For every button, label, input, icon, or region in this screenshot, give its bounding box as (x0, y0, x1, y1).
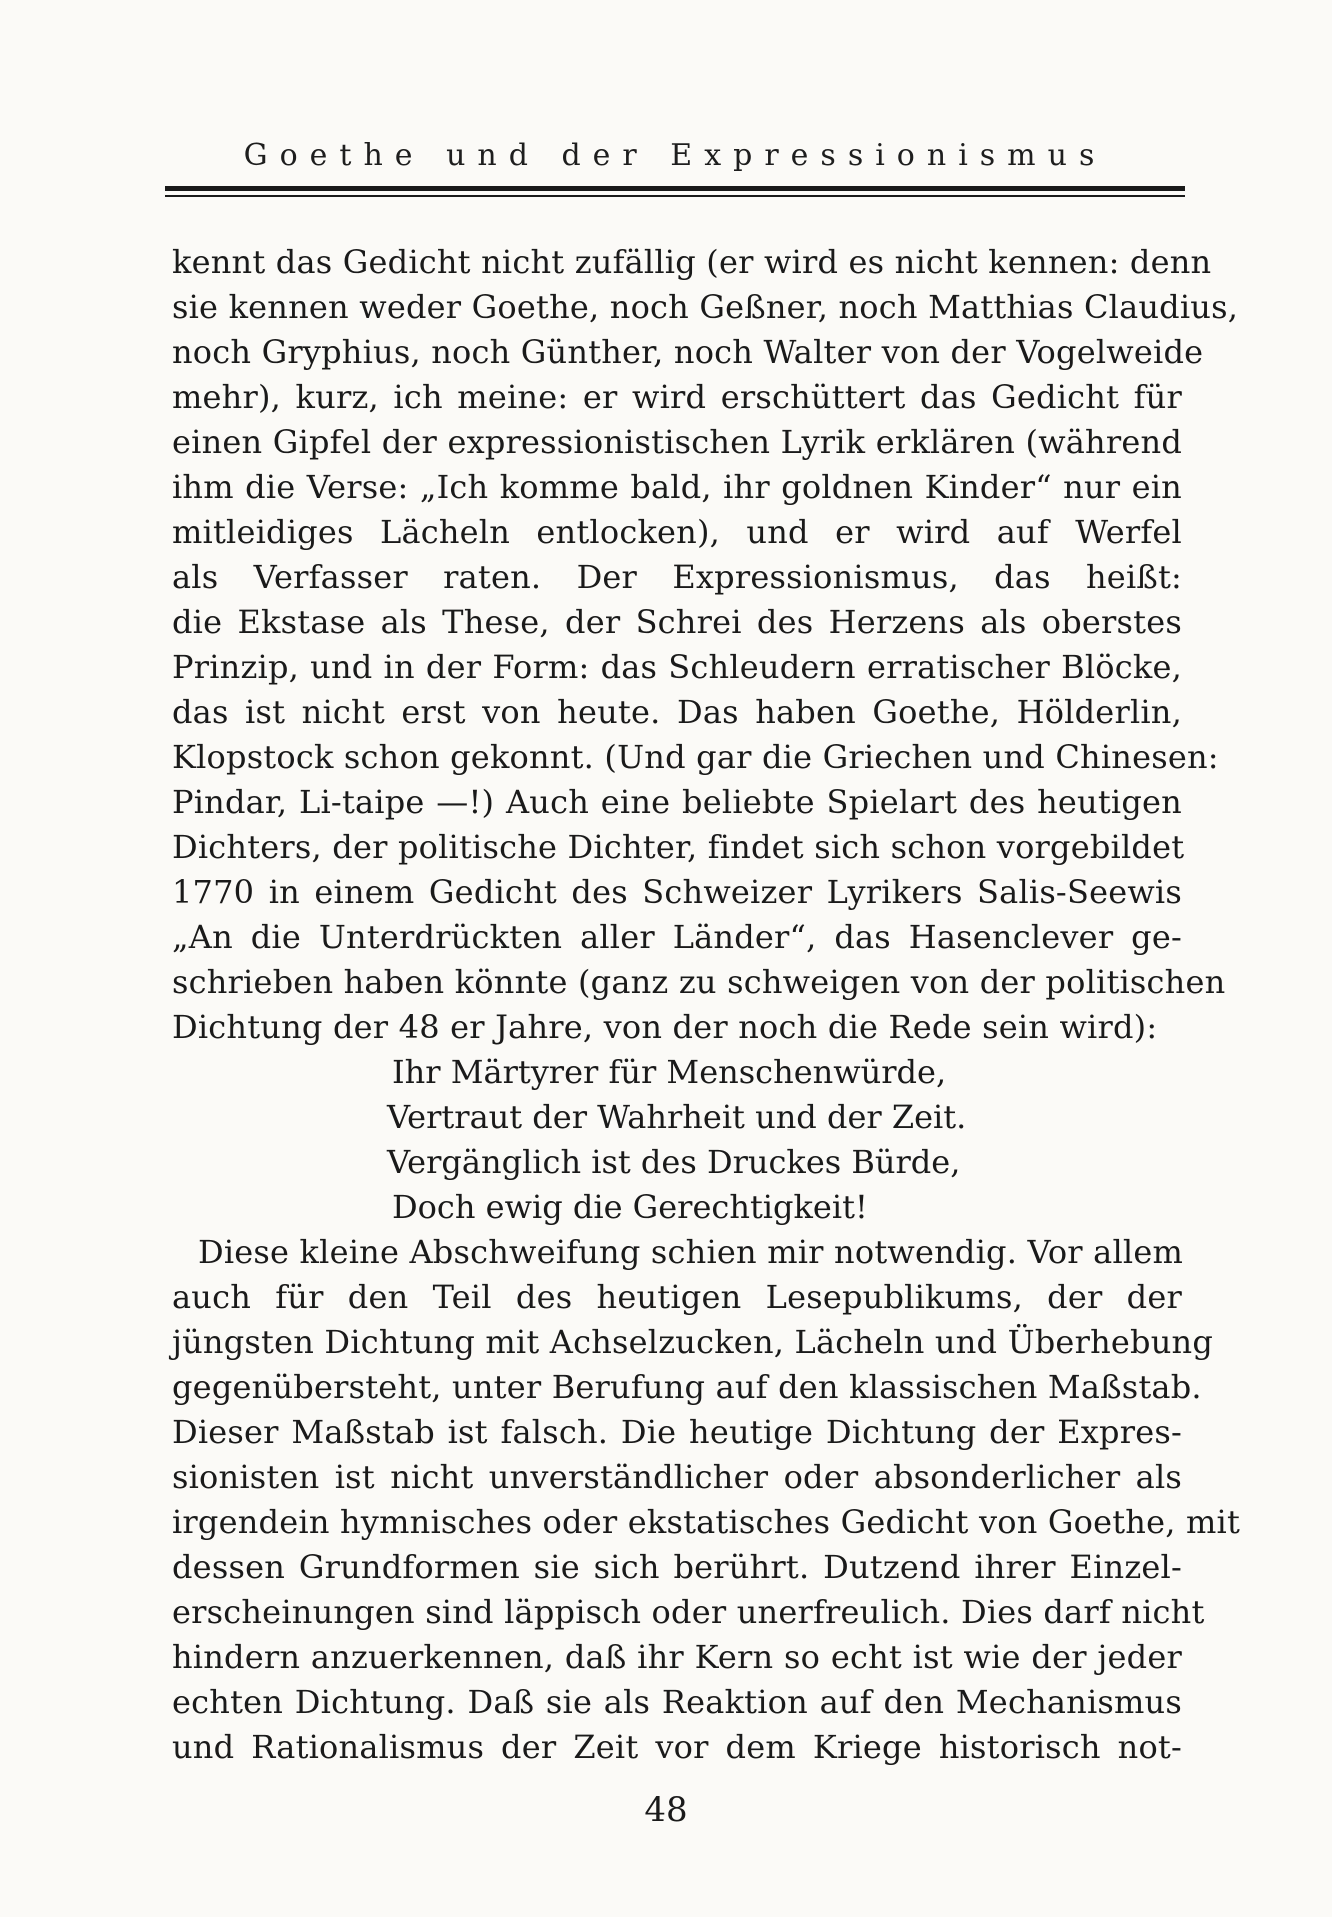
page-number: 48 (644, 1790, 688, 1830)
text-line: Pindar, Li-taipe —!) Auch eine beliebte Spielart des heutigen (172, 783, 1182, 821)
text-line: Dichters, der politische Dichter, findet sich schon vorgebildet (172, 828, 1185, 866)
text-line: sie kennen weder Goethe, noch Geßner, noch Matthias Claudius, (172, 288, 1239, 326)
text-line: schrieben haben könnte (ganz zu schweigen von der politischen (172, 963, 1226, 1001)
header-rule-thick (165, 186, 1185, 191)
text-line: das ist nicht erst von heute. Das haben Goethe, Hölderlin, (172, 693, 1182, 731)
text-line: sionisten ist nicht unverständlicher oder absonderlicher als (172, 1458, 1182, 1496)
text-line: gegenübersteht, unter Berufung auf den klassischen Maßstab. (172, 1368, 1202, 1406)
text-line: Klopstock schon gekonnt. (Und gar die Griechen und Chinesen: (172, 738, 1219, 776)
text-line: jüngsten Dichtung mit Achselzucken, Lächeln und Überhebung (172, 1323, 1214, 1361)
text-line: Prinzip, und in der Form: das Schleudern erratischer Blöcke, (172, 648, 1182, 686)
running-title: Goethe und der Expressionismus (243, 138, 1107, 173)
text-line: irgendein hymnisches oder ekstatisches Gedicht von Goethe, mit (172, 1503, 1241, 1541)
text-line: dessen Grundformen sie sich berührt. Dutzend ihrer Einzel- (172, 1548, 1182, 1586)
text-line: echten Dichtung. Daß sie als Reaktion auf den Mechanismus (172, 1683, 1182, 1721)
body-text (172, 240, 1241, 1770)
text-line: „An die Unterdrückten aller Länder“, das Hasenclever ge- (172, 918, 1182, 956)
text-line: Dieser Maßstab ist falsch. Die heutige Dichtung der Expres- (172, 1413, 1182, 1451)
text-line: mehr), kurz, ich meine: er wird erschüttert das Gedicht für (172, 378, 1182, 416)
text-line: und Rationalismus der Zeit vor dem Kriege historisch not- (172, 1728, 1182, 1766)
verse-line: Vergänglich ist des Druckes Bürde, (387, 1143, 961, 1181)
verse-line: Vertraut der Wahrheit und der Zeit. (387, 1098, 967, 1136)
text-line: mitleidiges Lächeln entlocken), und er wird auf Werfel (172, 513, 1182, 551)
text-line: Dichtung der 48 er Jahre, von der noch die Rede sein wird): (172, 1008, 1158, 1046)
header-rule-thin (165, 195, 1185, 197)
verse-line: Doch ewig die Gerechtigkeit! (392, 1188, 868, 1226)
text-line: 1770 in einem Gedicht des Schweizer Lyrikers Salis-Seewis (172, 873, 1182, 911)
text-line: kennt das Gedicht nicht zufällig (er wird es nicht kennen: denn (172, 243, 1212, 281)
text-line: die Ekstase als These, der Schrei des Herzens als oberstes (172, 603, 1182, 641)
verse-line: Ihr Märtyrer für Menschenwürde, (392, 1053, 947, 1091)
text-line: als Verfasser raten. Der Expressionismus, das heißt: (172, 558, 1182, 596)
text-line: einen Gipfel der expressionistischen Lyrik erklären (während (172, 423, 1182, 461)
text-line: auch für den Teil des heutigen Lesepublikums, der der (172, 1278, 1182, 1316)
text-line: erscheinungen sind läppisch oder unerfreulich. Dies darf nicht (172, 1593, 1205, 1631)
text-line: hindern anzuerkennen, daß ihr Kern so echt ist wie der jeder (172, 1638, 1182, 1676)
text-line: ihm die Verse: „Ich komme bald, ihr goldnen Kinder“ nur ein (172, 468, 1182, 506)
text-line: Diese kleine Abschweifung schien mir notwendig. Vor allem (198, 1233, 1184, 1271)
text-line: noch Gryphius, noch Günther, noch Walter von der Vogelweide (172, 333, 1204, 371)
